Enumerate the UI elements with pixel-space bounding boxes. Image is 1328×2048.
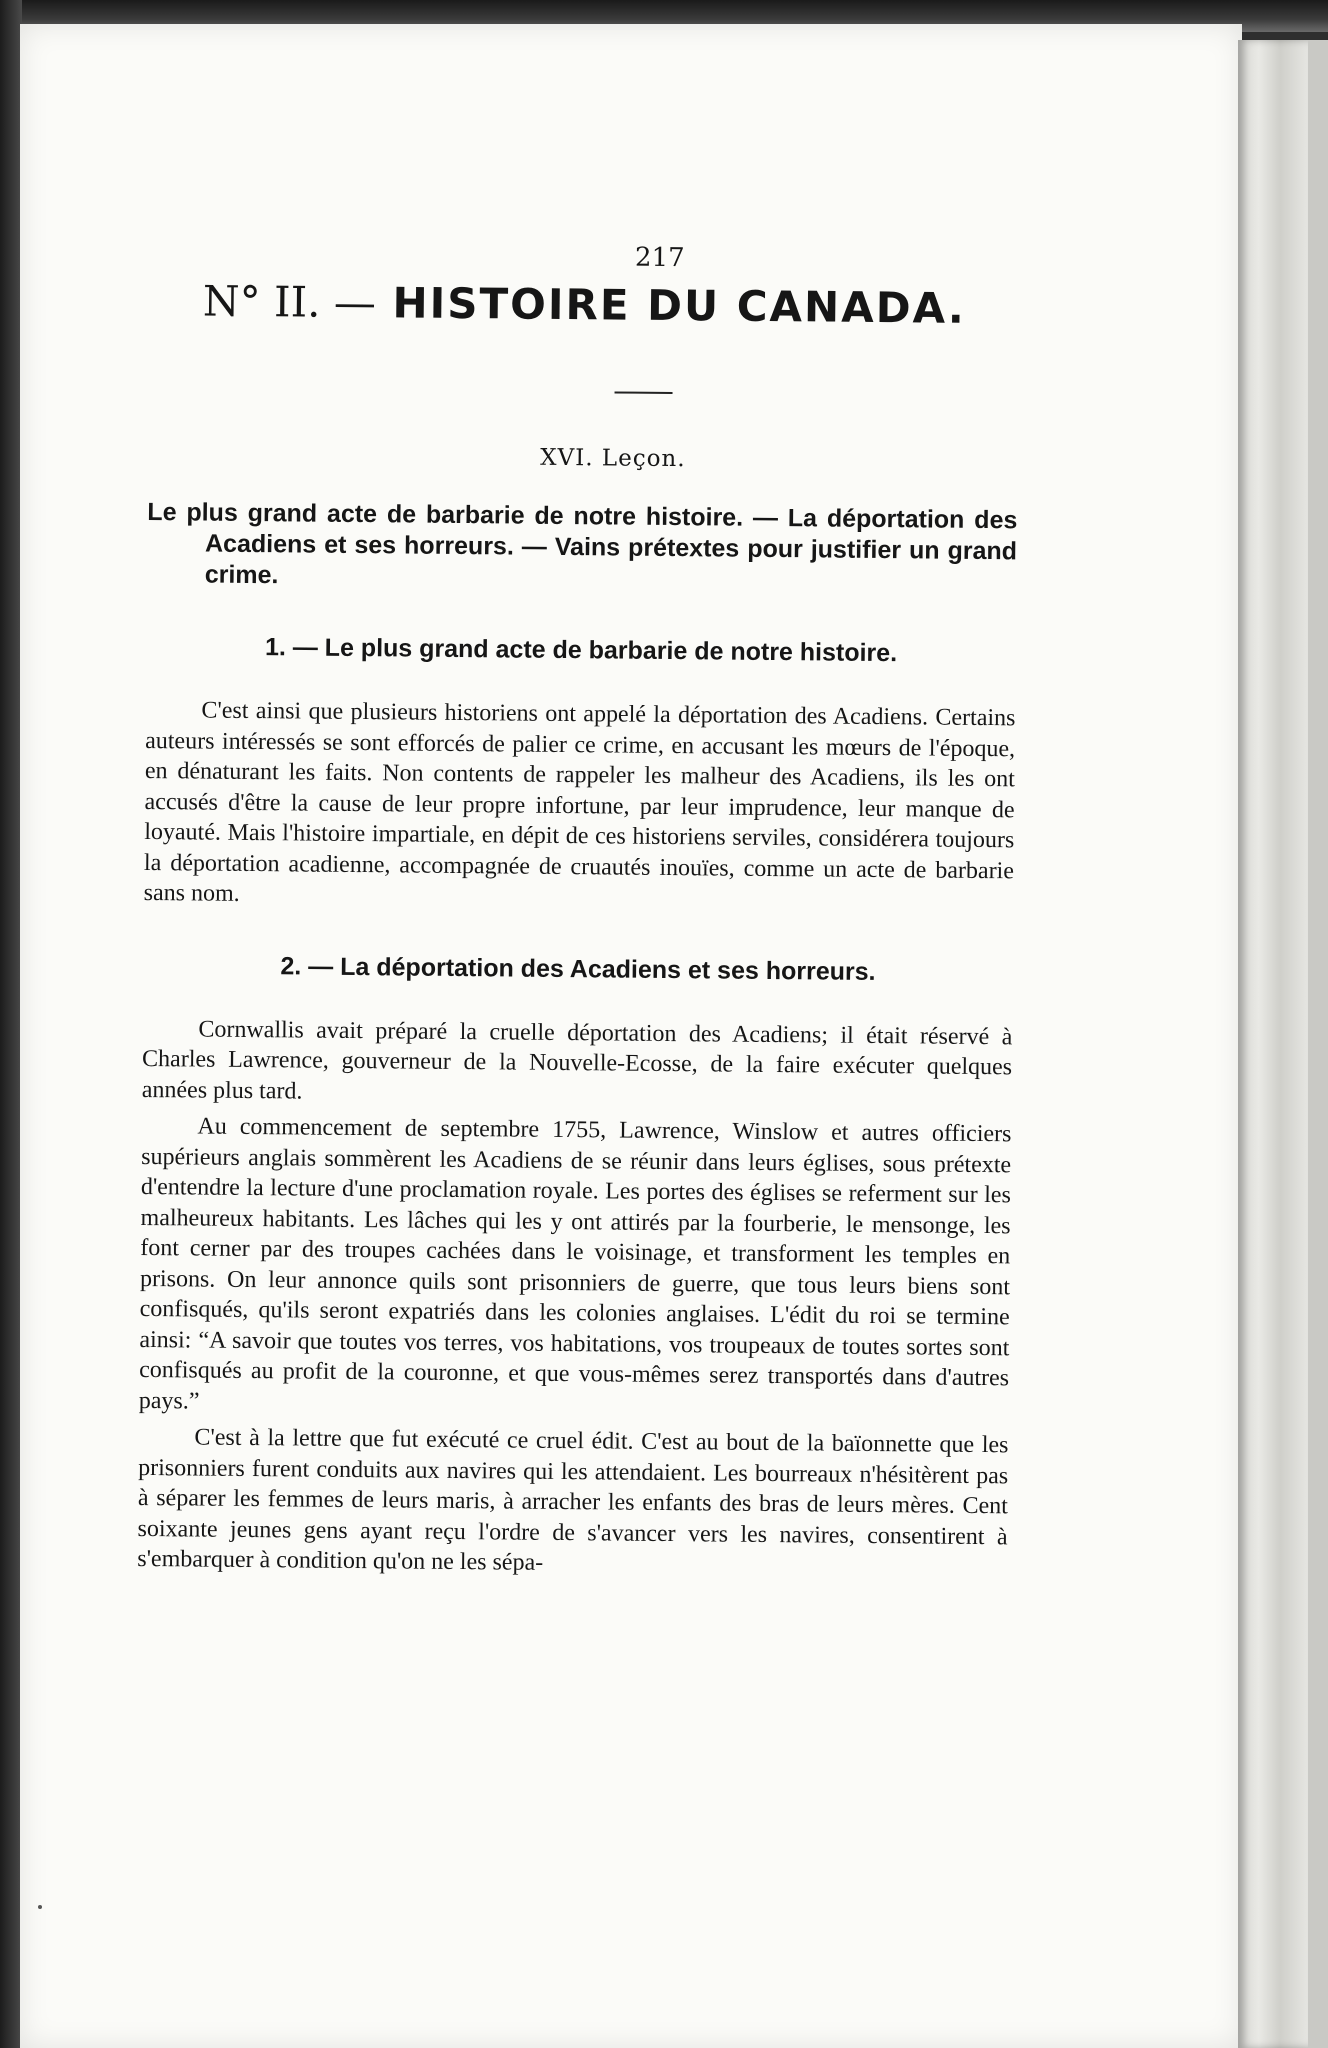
title-text: HISTOIRE DU CANADA. (392, 278, 967, 333)
lesson-heading: XVI. Leçon. (540, 444, 686, 473)
scan-speck (38, 1905, 42, 1909)
title-divider (615, 391, 673, 394)
page-number: 217 (634, 242, 685, 274)
title-number: N° II. — (202, 276, 377, 328)
section-1-title: 1. — Le plus grand acte de barbarie de notre histoire. (264, 633, 898, 668)
section-1-paragraph-1: C'est ainsi que plusieurs historiens ont appelé la déportation des Acadiens. Certains auteurs intéressés se sont efforcés de palier ce crime, en accusant les mœurs de l'époque, en dénaturant les faits. Non contents de rappeler les malheur des Acadiens, ils les ont accusés d'être la cause de leur propre infortune, par leur imprudence, leur manque de loyauté. Mais l'histoire impartiale, en dépit de ces historiens serviles, considérera toujours la déportation acadienne, accompagnée de cruautés inouïes, comme un acte de barbarie sans nom. (143, 697, 1016, 907)
scan-background-right (1308, 40, 1328, 2048)
page-edge-stack (1238, 40, 1308, 2048)
page-text (137, 238, 1020, 1583)
page-title (149, 276, 1019, 333)
scan-background-left (0, 0, 22, 2048)
lesson-summary: Le plus grand acte de barbarie de notre histoire. — La déportation des Acadiens et ses horreurs. — Vains prétextes pour justifier un grand crime. (147, 497, 1018, 590)
section-2-paragraph-3: C'est à la lettre que fut exécuté ce cruel édit. C'est au bout de la baïonnette que les prisonniers furent conduits aux navires qui les attendaient. Les bourreaux n'hésitèrent pas à séparer les femmes de leurs maris, à arracher les enfants des bras de leurs mères. Cent soixante jeunes gens ayant reçu l'ordre de s'avancer vers les navires, consentirent à s'embarquer à condition qu'on ne les sépa- (137, 1424, 1009, 1576)
section-2-title: 2. — La déportation des Acadiens et ses horreurs. (280, 951, 876, 986)
section-2-paragraph-2: Au commencement de septembre 1755, Lawrence, Winslow et autres officiers supérieurs anglais sommèrent les Acadiens de se réunir dans leurs églises, sous prétexte d'entendre la lecture d'une proclamation royale. Les portes des églises se referment sur les malheureux habitants. Les lâches qui les y ont attirés par la fourberie, le mensonge, les font cerner par des troupes cachées dans le voisinage, et transforment les temples en prisons. On leur annonce quils sont prisonniers de guerre, que tous leurs biens sont confisqués, qu'ils seront expatriés dans les colonies anglaises. L'édit du roi se termine ainsi: “A savoir que toutes vos terres, vos habitations, vos troupeaux de toutes sortes sont confisqués au profit de la couronne, et que vous-mêmes serez transportés dans d'autres pays.” (138, 1113, 1012, 1415)
section-2-paragraph-1: Cornwallis avait préparé la cruelle déportation des Acadiens; il était réservé à Charles Lawrence, gouverneur de la Nouvelle-Ecosse, de la faire exécuter quelques années plus tard. (141, 1016, 1013, 1105)
